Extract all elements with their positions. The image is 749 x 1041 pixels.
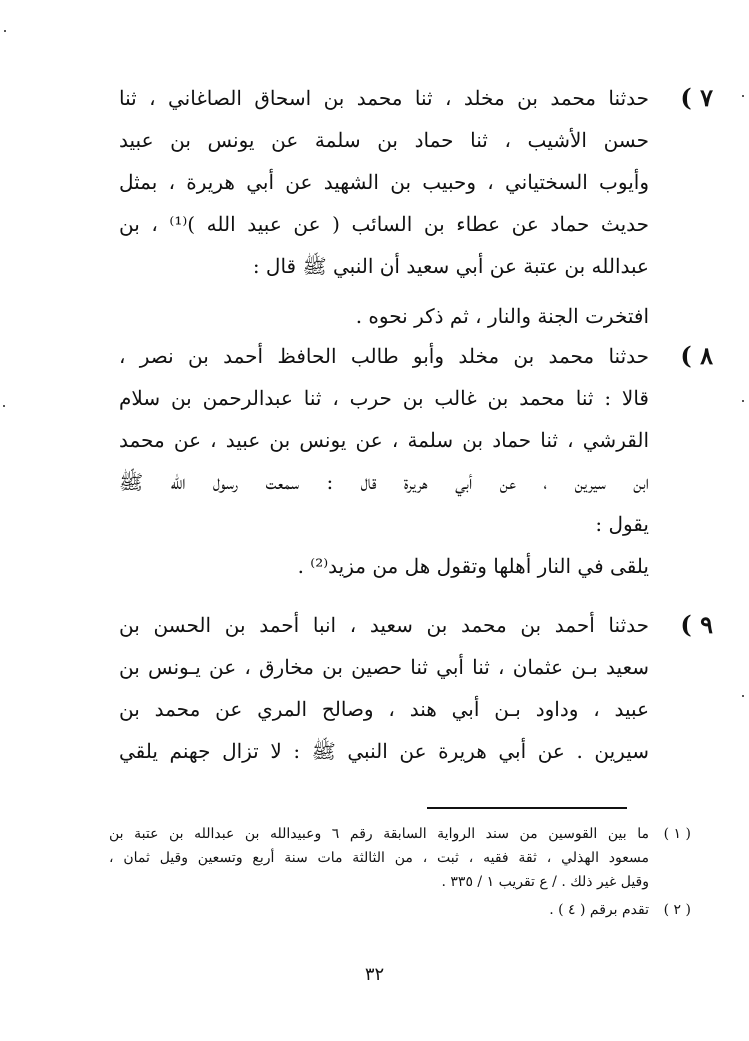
footnote-2 <box>109 898 691 922</box>
hadith-text-line: افتخرت الجنة والنار ، ثم ذكر نحوه . <box>355 304 649 328</box>
footnote-1 <box>109 822 691 894</box>
footnotes <box>109 822 691 922</box>
text-line: حدثنا أحمد بن محمد بن سعيد ، انبا أحمد بن الحسن بن <box>119 613 649 637</box>
page-number: ٣٢ <box>364 964 385 985</box>
footnote-line: مسعود الهذلي ، ثقة فقيه ، ثبت ، من الثالثة مات سنة أربع وتسعين وقيل ثمان ، <box>109 850 649 866</box>
entry-number: ٩ ) <box>680 610 713 639</box>
hadith-entry-7 <box>119 77 713 337</box>
hadith-entry-8 <box>119 335 713 587</box>
text-line: حديث حماد عن عطاء بن السائب ( عن عبيد الله )⁽¹⁾ ، بن <box>119 212 649 236</box>
hadith-entry-9 <box>119 604 713 772</box>
text-line: حدثنا محمد بن مخلد ، ثنا محمد بن اسحاق الصاغاني ، ثنا <box>119 86 649 110</box>
text-line: حسن الأشيب ، ثنا حماد بن سلمة عن يونس بن عبيد <box>119 128 649 152</box>
footnote-line: تقدم برقم ( ٤ ) . <box>549 902 649 918</box>
scan-speck <box>3 405 5 407</box>
footnote-separator <box>427 807 627 809</box>
entry-number: ٧ ) <box>680 83 713 112</box>
text-line: سعيد بـن عثمان ، ثنا أبي ثنا حصين بن مخارق ، عن يـونس بن <box>119 655 649 679</box>
scan-speck <box>4 30 6 32</box>
scan-speck <box>742 400 744 402</box>
footnote-mark: ( ٢ ) <box>663 902 691 918</box>
footnote-mark: ( ١ ) <box>663 826 691 842</box>
text-line: ابن سيرين ، عن أبي هريرة قال : سمعت رسول الله ﷺ <box>119 470 649 494</box>
text-line: عبيد ، وداود بـن أبي هند ، وصالح المري عن محمد بن <box>119 697 649 721</box>
footnote-line: ما بين القوسين من سند الرواية السابقة رقم ٦ وعبيدالله بن عبدالله بن عتبة بن <box>109 826 649 842</box>
text-line: قالا : ثنا محمد بن غالب بن حرب ، ثنا عبدالرحمن بن سلام <box>119 386 649 410</box>
text-line: يقول : <box>595 512 649 536</box>
text-line: القرشي ، ثنا حماد بن سلمة ، عن يونس بن عبيد ، عن محمد <box>119 428 649 452</box>
hadith-text-line: يلقى في النار أهلها وتقول هل من مزيد⁽²⁾ . <box>297 554 649 578</box>
text-line: عبدالله بن عتبة عن أبي سعيد أن النبي ﷺ قال : <box>252 254 649 278</box>
text-line: حدثنا محمد بن مخلد وأبو طالب الحافظ أحمد بن نصر ، <box>119 344 649 368</box>
entry-number: ٨ ) <box>680 341 713 370</box>
text-line: وأيوب السختياني ، وحبيب بن الشهيد عن أبي هريرة ، بمثل <box>119 170 649 194</box>
footnote-line: وقيل غير ذلك . / ع تقريب ١ / ٣٣٥ . <box>441 874 649 890</box>
scan-speck <box>742 695 744 697</box>
scan-speck <box>742 95 744 97</box>
text-line: سيرين . عن أبي هريرة عن النبي ﷺ : لا تزال جهنم يلقي <box>119 739 649 763</box>
